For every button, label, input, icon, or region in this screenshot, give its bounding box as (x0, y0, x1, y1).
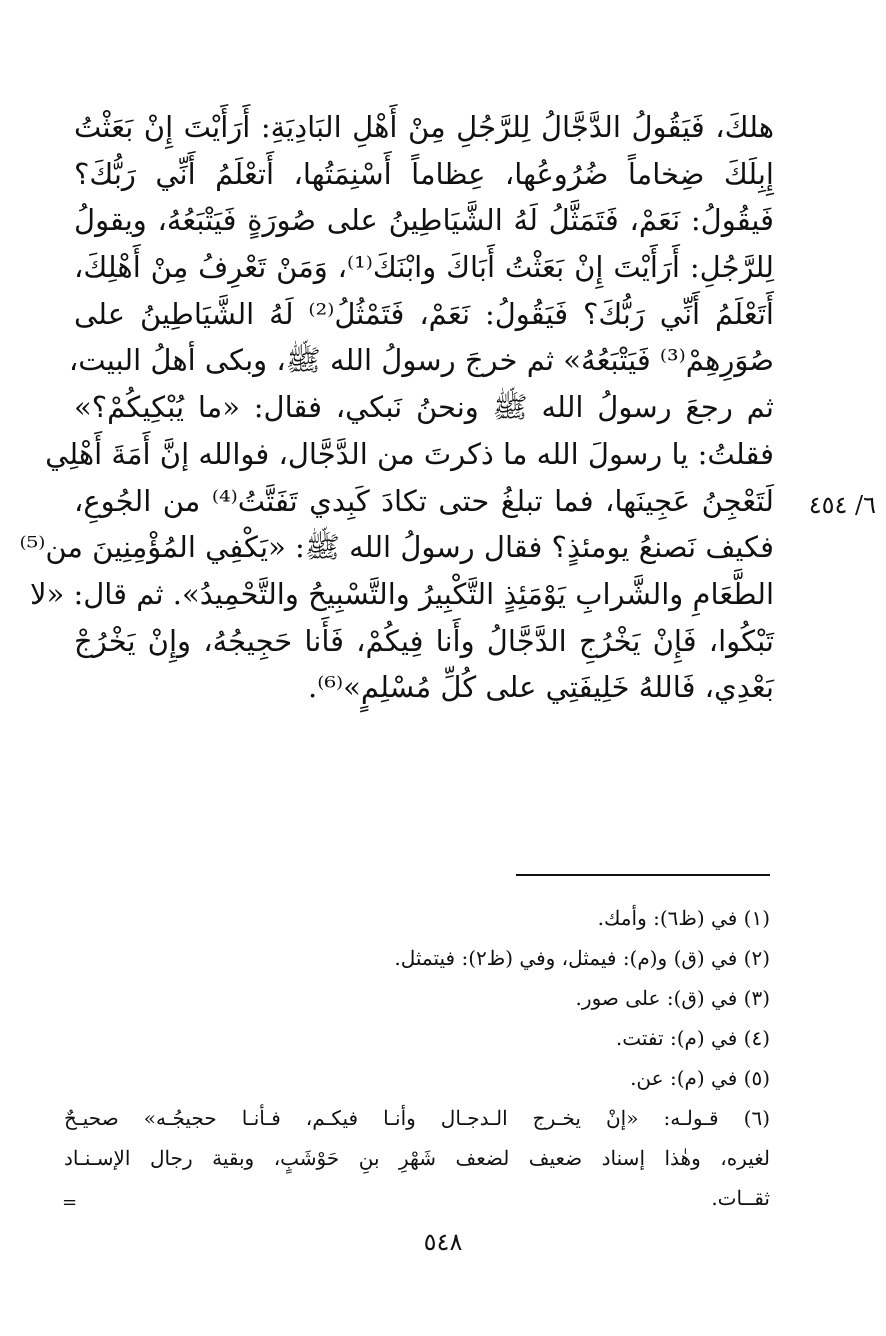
margin-reference: ٦/ ٤٥٤ (808, 491, 876, 519)
text-line: الطَّعَامِ والشَّرابِ يَوْمَئِذٍ التَّكْبِيرُ والتَّسْبِيحُ والتَّحْمِيدُ». ثم قال: «لا (29, 576, 774, 611)
text-line: فقلتُ: يا رسولَ الله ما ذكرتَ من الدَّجَّال، فوالله إنَّ أَمَةَ أَهْلِي (45, 436, 774, 471)
text-line: ثم رجعَ رسولُ الله ﷺ ونحنُ نَبكي، فقال: «ما يُبْكِيكُمْ؟» (74, 390, 774, 425)
footnote: (٢) في (ق) و(م): فيمثل، وفي (ظ٢): فيتمثل. (394, 946, 770, 970)
text-line: هلكَ، فَيَقُولُ الدَّجَّالُ لِلرَّجُلِ مِنْ أَهْلِ البَادِيَةِ: أَرَأَيْتَ إِنْ بَعَثْتُ (74, 110, 774, 144)
text-line: أَتَعْلَمُ أَنِّي رَبُّكَ؟ فَيَقُولُ: نَعَمْ، فَتَمْثُلُ⁽²⁾ لَهُ الشَّيَاطِينُ على (74, 296, 774, 331)
text-line: بَعْدِي، فَاللهُ خَلِيفَتِي على كُلِّ مُسْلِمٍ»⁽⁶⁾. (308, 670, 774, 705)
footnote: (٦) قـولـه: «إنْ يخـرج الـدجـال وأنـا فيكـم، فـأنـا حجيجُـه» صحيـحٌ (64, 1106, 770, 1130)
text-line: فكيف نَصنعُ يومئذٍ؟ فقال رسولُ الله ﷺ: «يَكْفِي المُؤْمِنِينَ من⁽⁵⁾ (19, 530, 774, 565)
footnote-separator (516, 874, 770, 876)
text-line: إِبِلَكَ ضِخاماً ضُرُوعُها، عِظاماً أَسْنِمَتُها، أَتعْلَمُ أَنِّي رَبُّكَ؟ (74, 156, 774, 191)
footnote-continuation: لغيره، وهٰذا إسناد ضعيف لضعف شَهْرِ بنِ حَوْشَبٍ، وبقية رجال الإسـنـاد (64, 1146, 770, 1170)
text-line: صُوَرِهِمْ⁽³⁾ فَيَتْبَعُهُ» ثم خرجَ رسولُ الله ﷺ، وبكى أهلُ البيت، (68, 343, 774, 378)
footnote: (١) في (ظ٦): وأمك. (597, 906, 770, 930)
text-line: فَيقُولُ: نَعَمْ، فَتَمَثَّلُ لَهُ الشَّيَاطِينُ على صُورَةٍ فَيَتْبَعُهُ، ويقولُ (74, 203, 774, 238)
text-line: لِلرَّجُلِ: أَرَأَيْتَ إِنْ بَعَثْتُ أَبَاكَ وابْنَكَ⁽¹⁾، وَمَنْ تَعْرِفُ مِنْ أَهْلِكَ، (74, 250, 774, 285)
footnote-continuation: ثقــات. (711, 1186, 770, 1210)
footnote: (٥) في (م): عن. (630, 1066, 770, 1090)
page-number: ٥٤٨ (423, 1228, 463, 1256)
continuation-mark: = (62, 1192, 78, 1213)
footnote: (٤) في (م): تفتت. (615, 1026, 770, 1050)
text-line: لَتَعْجِنُ عَجِينَها، فما تبلغُ حتى تكادَ كَبِدي تَفَتَّتُ⁽⁴⁾ من الجُوعِ، (74, 483, 774, 518)
text-line: تَبْكُوا، فَإِنْ يَخْرُجِ الدَّجَّالُ وأَنا فِيكُمْ، فَأَنا حَجِيجُهُ، وإِنْ يَخْرُجْ (74, 623, 774, 658)
footnote: (٣) في (ق): على صور. (575, 986, 770, 1010)
footnotes (64, 898, 770, 1218)
main-text-block (19, 104, 774, 711)
